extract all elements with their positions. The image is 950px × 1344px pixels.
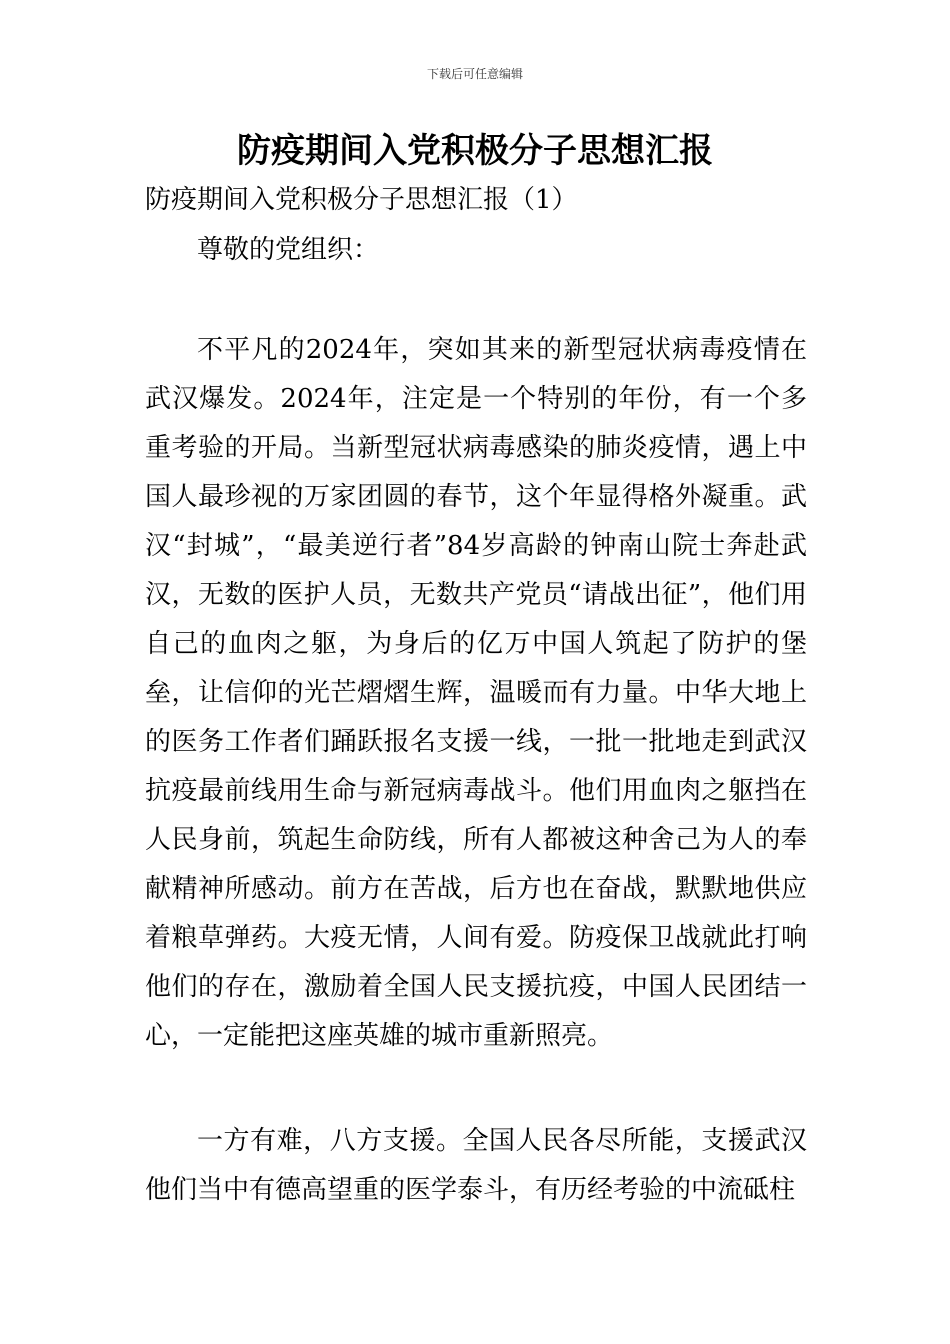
document-subtitle: 防疫期间入党积极分子思想汇报（1） (145, 185, 578, 215)
paragraph-1: 不平凡的2024年，突如其来的新型冠状病毒疫情在武汉爆发。2024年，注定是一个特别的年份，有一个多重考验的开局。当新型冠状病毒感染的肺炎疫情，遇上中国人最珍视的万家团圆的春节，这个年显得格外凝重。武汉“封城”，“最美逆行者”84岁高龄的钟南山院士奔赴武汉，无数的医护人员，无数共产党员“请战出征”，他们用自己的血肉之躯，为身后的亿万中国人筑起了防护的堡垒，让信仰的光芒熠熠生辉，温暖而有力量。中华大地上的医务工作者们踊跃报名支援一线，一批一批地走到武汉抗疫最前线用生命与新冠病毒战斗。他们用血肉之躯挡在人民身前，筑起生命防线，所有人都被这种舍己为人的奉献精神所感动。前方在苦战，后方也在奋战，默默地供应着粮草弹药。大疫无情，人间有爱。防疫保卫战就此打响他们的存在，激励着全国人民支援抗疫，中国人民团结一心，一定能把这座英雄的城市重新照亮。 (145, 335, 807, 1051)
document-title: 防疫期间入党积极分子思想汇报 (237, 131, 713, 171)
salutation: 尊敬的党组织： (197, 235, 380, 265)
paragraph-2: 一方有难，八方支援。全国人民各尽所能，支援武汉他们当中有德高望重的医学泰斗，有历经考验的中流砥柱 (145, 1126, 807, 1205)
header-note: 下载后可任意编辑 (426, 67, 523, 81)
